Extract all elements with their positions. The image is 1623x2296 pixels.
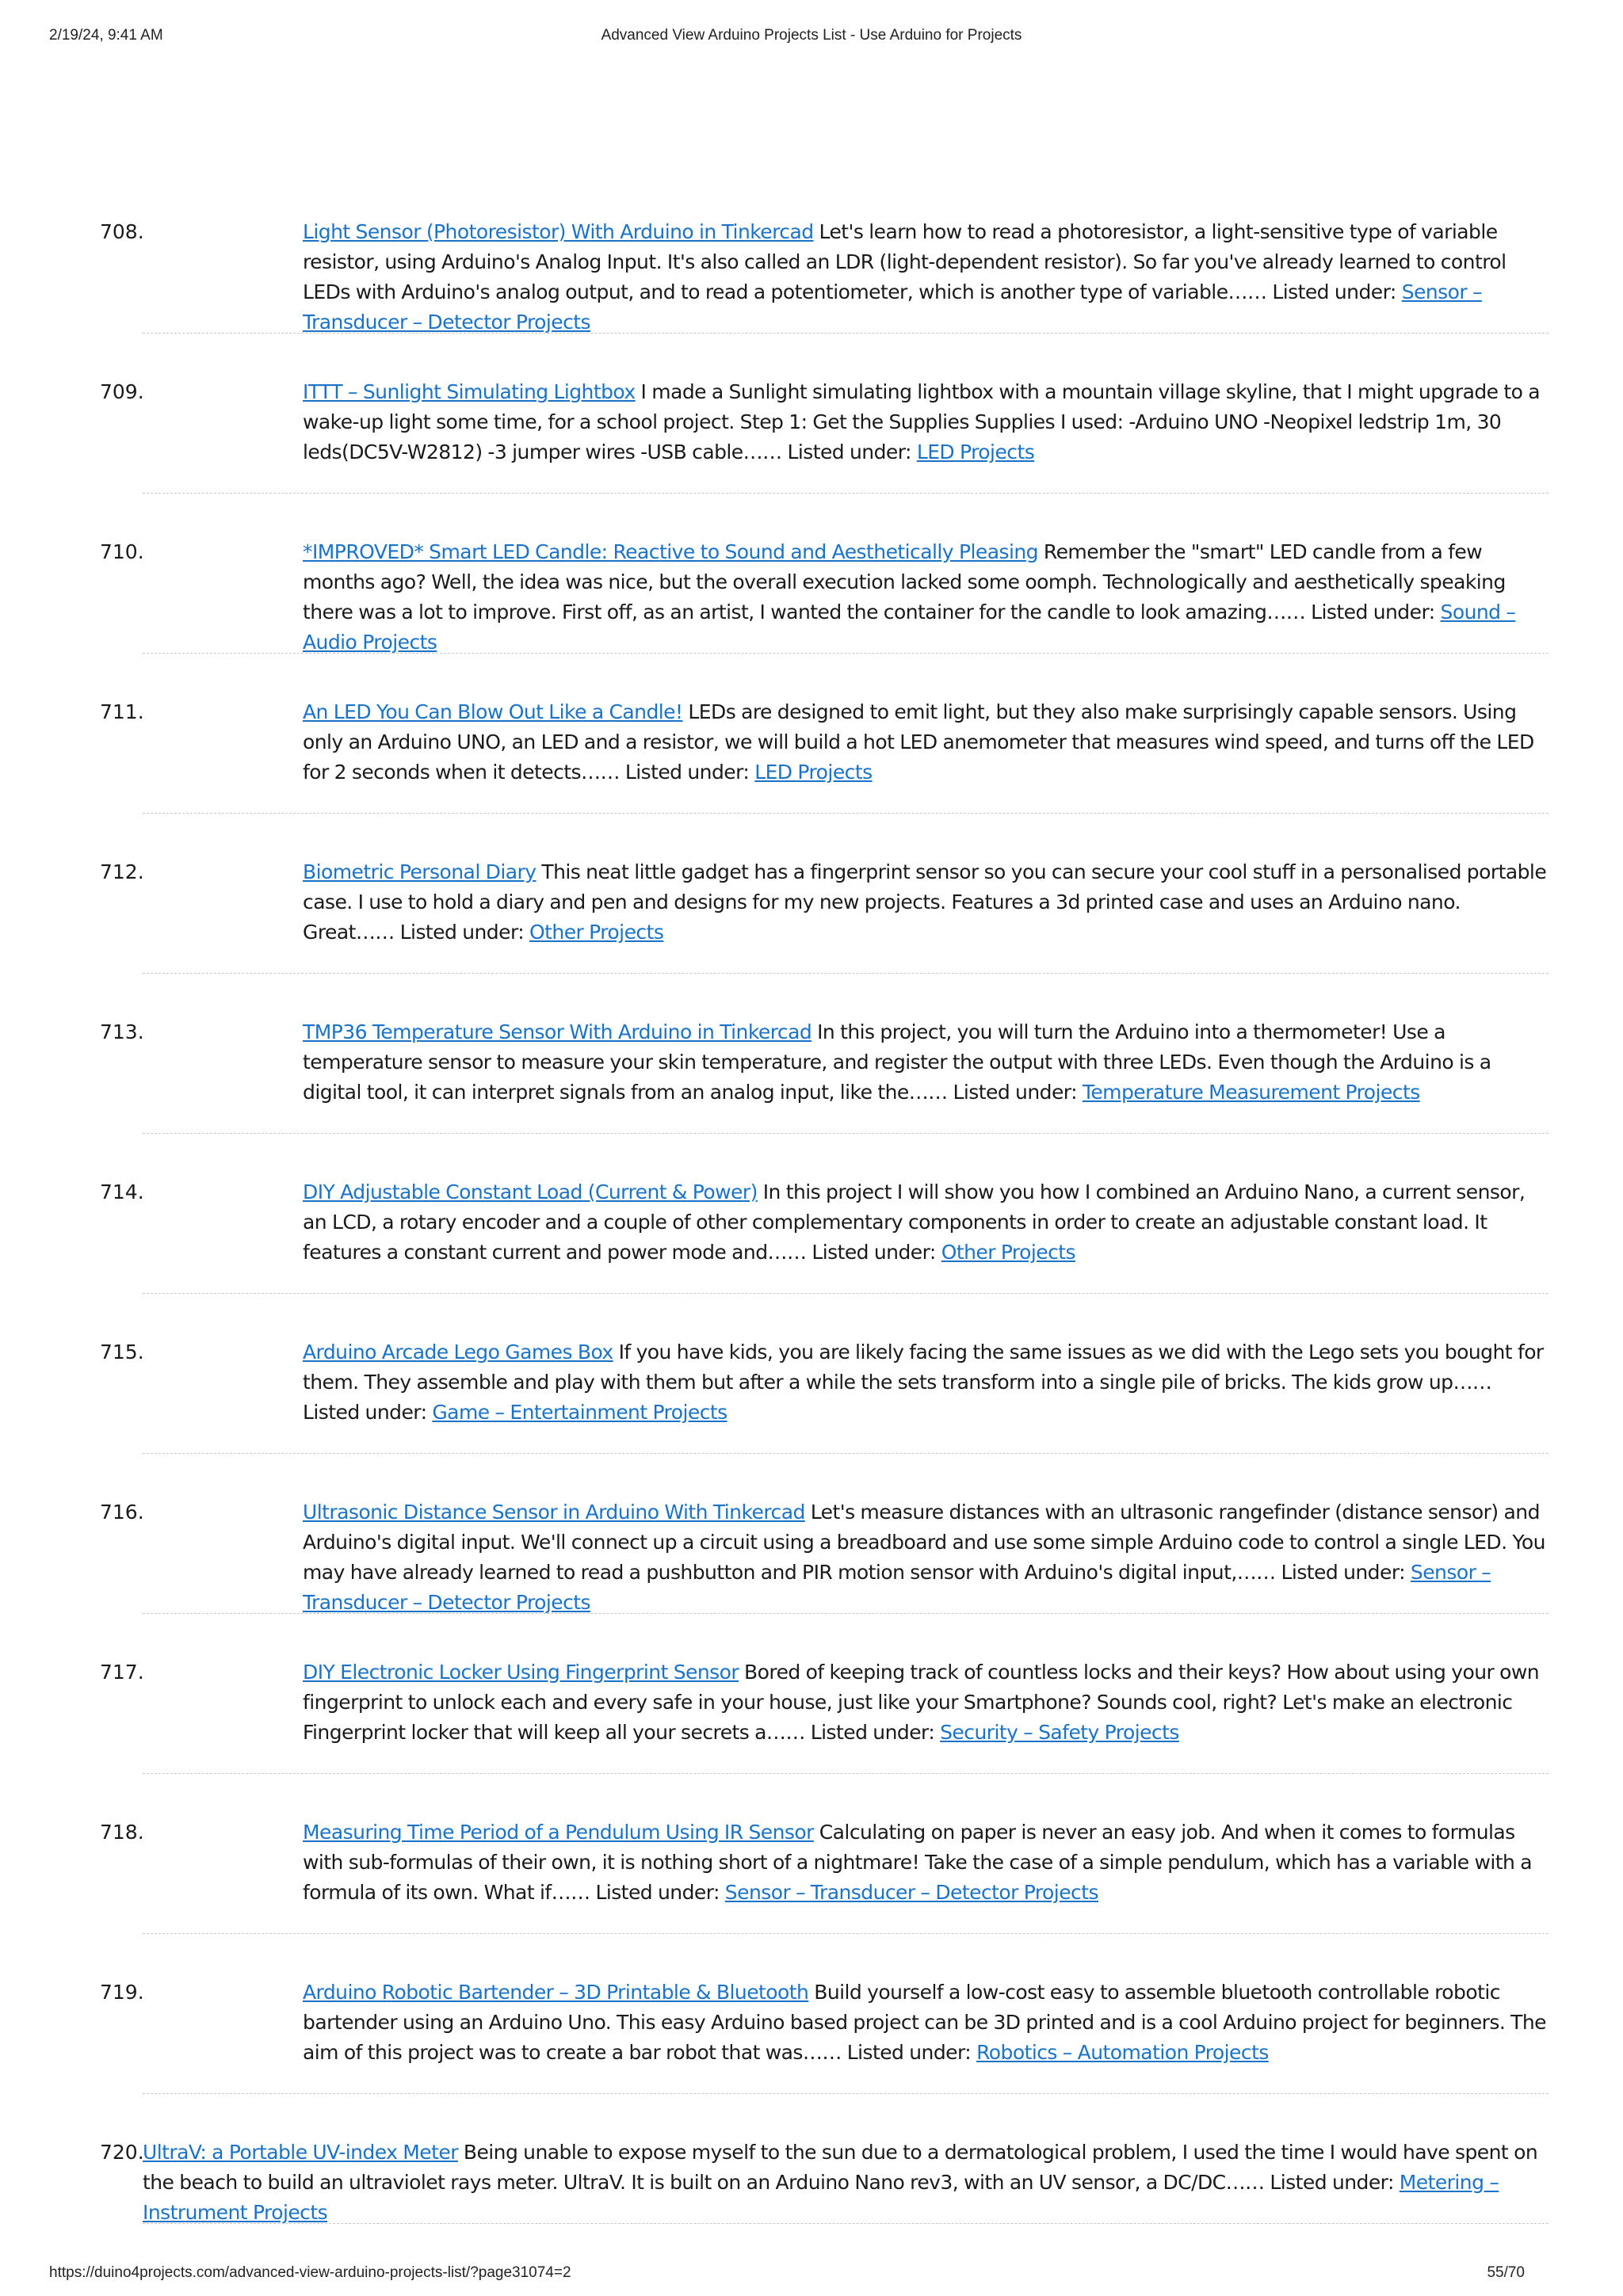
print-page-title: Advanced View Arduino Projects List - Use Arduino for Projects [601,27,1022,44]
item-body [303,1657,1549,1748]
item-body [303,1978,1549,2068]
item-body [303,1817,1549,1908]
item-number: 710. [100,540,144,563]
project-title-link[interactable]: Arduino Arcade Lego Games Box [303,1341,613,1363]
item-divider [143,1613,1549,1614]
project-title-link[interactable]: ITTT – Sunlight Simulating Lightbox [303,380,636,403]
item-number: 708. [100,220,144,243]
print-datetime: 2/19/24, 9:41 AM [49,27,163,44]
category-link[interactable]: Sensor – Transducer – Detector Projects [303,280,1482,334]
project-description: LEDs are designed to emit light, but they also make surprisingly capable sensors. Using only an Arduino UNO, an LED and a resistor, we will build a hot LED anemometer that measures wind speed, and turns off the LED for 2 seconds when it detects…… [303,700,1534,784]
listed-under-label: Listed under: [810,1721,935,1744]
item-number: 717. [100,1661,144,1684]
listed-under-label: Listed under: [812,1241,936,1264]
project-title-link[interactable]: *IMPROVED* Smart LED Candle: Reactive to Sound and Aesthetically Pleasing [303,540,1038,563]
listed-under-label: Listed under: [953,1081,1077,1104]
project-title-link[interactable]: UltraV: a Portable UV-index Meter [143,2141,458,2164]
item-divider [143,1933,1549,1934]
print-footer [49,2264,1574,2288]
print-page-number: 55/70 [1487,2264,1525,2281]
item-number: 716. [100,1501,144,1524]
list-item [100,1494,1549,1654]
item-divider [143,973,1549,974]
list-item [100,1974,1549,2134]
category-link[interactable]: Other Projects [529,921,664,944]
item-body [303,1017,1549,1108]
project-description: In this project I will show you how I combined an Arduino Nano, a current sensor, an LCD, a rotary encoder and a couple of other complementary components in order to create an adjustable constant load. It features a constant current and power mode and…… [303,1180,1526,1264]
category-link[interactable]: Sound – Audio Projects [303,601,1516,654]
list-item [100,854,1549,1014]
item-number: 718. [100,1821,144,1844]
list-item [100,1014,1549,1174]
category-link[interactable]: Other Projects [941,1241,1075,1264]
project-title-link[interactable]: Biometric Personal Diary [303,860,537,883]
project-description: Bored of keeping track of countless locks and their keys? How about using your own fingerprint to unlock each and every safe in your house, just like your Smartphone? Sounds cool, right? Let's make an electronic Fingerprint locker that will keep all your secrets a…… [303,1661,1540,1744]
category-link[interactable]: LED Projects [916,441,1035,463]
project-title-link[interactable]: TMP36 Temperature Sensor With Arduino in Tinkercad [303,1020,812,1043]
project-description: I made a Sunlight simulating lightbox with a mountain village skyline, that I might upgrade to a wake-up light some time, for a school project. Step 1: Get the Supplies Supplies I used: -Arduino UNO -Neopixel ledstrip 1m, 30 leds(DC5V-W2812) -3 jumper wires -USB cable…… [303,380,1541,463]
item-divider [143,1453,1549,1454]
project-description: Build yourself a low-cost easy to assemble bluetooth controllable robotic bartender using an Arduino Uno. This easy Arduino based project can be 3D printed and is a cool Arduino project for beginners. The aim of this project was to create a bar robot that was…… [303,1981,1546,2064]
listed-under-label: Listed under: [595,1881,720,1904]
list-item [100,374,1549,534]
list-item [100,534,1549,694]
item-number: 713. [100,1020,144,1043]
project-description: If you have kids, you are likely facing the same issues as we did with the Lego sets you bought for them. They assemble and play with them but after a while the sets transform into a single pile of bricks. The kids grow up…… [303,1341,1544,1394]
category-link[interactable]: Temperature Measurement Projects [1082,1081,1420,1104]
item-body [143,2138,1549,2228]
list-item [100,1334,1549,1494]
item-body [303,1497,1549,1618]
project-title-link[interactable]: Ultrasonic Distance Sensor in Arduino With Tinkercad [303,1501,805,1524]
listed-under-label: Listed under: [1281,1561,1405,1584]
category-link[interactable]: Game – Entertainment Projects [432,1401,727,1424]
item-number: 715. [100,1341,144,1363]
project-description: Being unable to expose myself to the sun due to a dermatological problem, I used the time I would have spent on the beach to build an ultraviolet rays meter. UltraV. It is built on an Arduino Nano rev3, with an UV sensor, a DC/DC…… [143,2141,1538,2194]
item-divider [143,2223,1549,2224]
item-number: 712. [100,860,144,883]
list-item [100,214,1549,374]
list-item [100,694,1549,854]
print-url: https://duino4projects.com/advanced-view-arduino-projects-list/?page31074=2 [49,2264,571,2281]
list-item [100,1654,1549,1814]
item-body [303,857,1549,948]
item-number: 714. [100,1180,144,1203]
category-link[interactable]: Metering – Instrument Projects [143,2171,1499,2224]
item-divider [143,1773,1549,1774]
project-title-link[interactable]: DIY Adjustable Constant Load (Current & Power) [303,1180,758,1203]
project-description: This neat little gadget has a fingerprint sensor so you can secure your cool stuff in a personalised portable case. I use to hold a diary and pen and designs for my new projects. Features a 3d printed case and uses an Arduino nano. Great…… [303,860,1547,944]
project-title-link[interactable]: An LED You Can Blow Out Like a Candle! [303,700,683,723]
category-link[interactable]: Sensor – Transducer – Detector Projects [303,1561,1491,1614]
item-body [303,537,1549,658]
item-number: 719. [100,1981,144,2004]
item-divider [143,2093,1549,2094]
item-body [303,217,1549,338]
item-divider [143,493,1549,494]
project-description: Let's measure distances with an ultrasonic rangefinder (distance sensor) and Arduino's digital input. We'll connect up a circuit using a breadboard and use some simple Arduino code to control a single LED. You may have already learned to read a pushbutton and PIR motion sensor with Arduino's digital input,…… [303,1501,1545,1584]
project-title-link[interactable]: Light Sensor (Photoresistor) With Arduino in Tinkercad [303,220,814,243]
item-divider [143,1293,1549,1294]
item-body [303,1337,1549,1428]
item-body [303,1177,1549,1268]
listed-under-label: Listed under: [399,921,525,944]
listed-under-label: Listed under: [303,1401,427,1424]
project-title-link[interactable]: Arduino Robotic Bartender – 3D Printable & Bluetooth [303,1981,809,2004]
category-link[interactable]: Robotics – Automation Projects [976,2041,1269,2064]
item-divider [143,333,1549,334]
project-description: In this project, you will turn the Arduino into a thermometer! Use a temperature sensor to measure your skin temperature, and register the output with three LEDs. Even though the Arduino is a digital tool, it can interpret signals from an analog input, like the…… [303,1020,1491,1104]
project-description: Let's learn how to read a photoresistor, a light-sensitive type of variable resistor, using Arduino's Analog Input. It's also called an LDR (light-dependent resistor). So far you've already learned to control LEDs with Arduino's analog output, and to read a potentiometer, which is another type of variable…… [303,220,1507,303]
list-item [100,1174,1549,1334]
listed-under-label: Listed under: [1272,280,1396,303]
listed-under-label: Listed under: [624,761,750,784]
project-description: Calculating on paper is never an easy job. And when it comes to formulas with sub-formulas of their own, it is nothing short of a nightmare! Take the case of a simple pendulum, which has a variable with a formula of its own. What if…… [303,1821,1533,1904]
category-link[interactable]: Sensor – Transducer – Detector Projects [724,1881,1098,1904]
listed-under-label: Listed under: [1311,601,1435,624]
category-link[interactable]: Security – Safety Projects [940,1721,1179,1744]
item-body [303,377,1549,467]
item-divider [143,1133,1549,1134]
item-body [303,697,1549,788]
print-header [49,27,1574,51]
category-link[interactable]: LED Projects [754,761,873,784]
project-description: Remember the "smart" LED candle from a few months ago? Well, the idea was nice, but the overall execution lacked some oomph. Technologically and aesthetically speaking there was a lot to improve. First off, as an artist, I wanted the container for the candle to look amazing…… [303,540,1506,624]
project-title-link[interactable]: DIY Electronic Locker Using Fingerprint Sensor [303,1661,739,1684]
item-number: 720. [100,2141,144,2164]
item-number: 711. [100,700,144,723]
listed-under-label: Listed under: [846,2041,972,2064]
list-item [100,1814,1549,1974]
project-title-link[interactable]: Measuring Time Period of a Pendulum Using IR Sensor [303,1821,814,1844]
item-divider [143,653,1549,654]
listed-under-label: Listed under: [787,441,911,463]
projects-list [100,214,1549,2294]
item-divider [143,813,1549,814]
item-number: 709. [100,380,144,403]
listed-under-label: Listed under: [1270,2171,1394,2194]
